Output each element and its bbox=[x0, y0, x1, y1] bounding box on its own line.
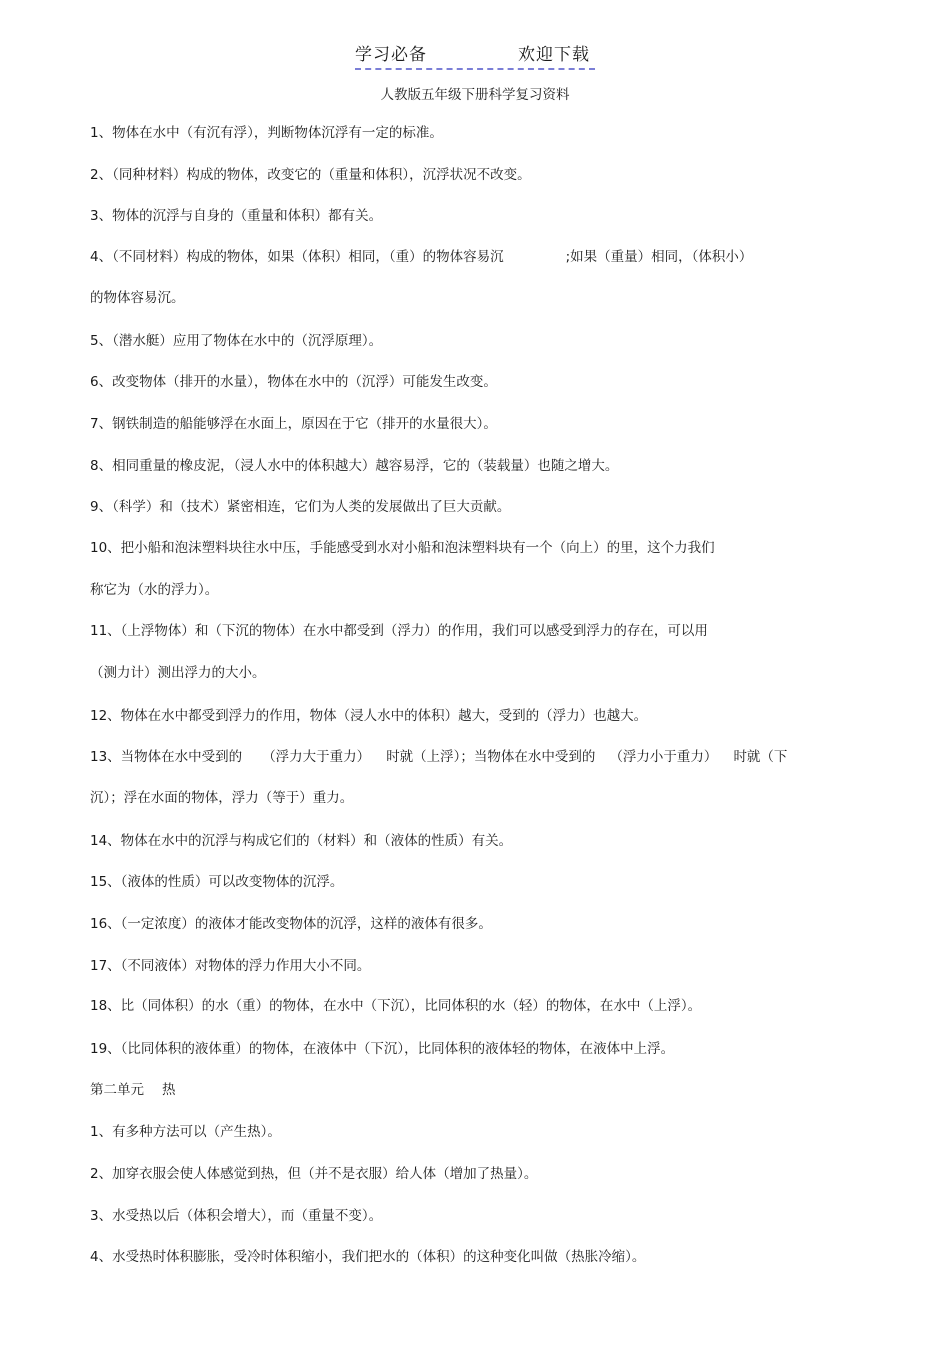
section-heading-unit: 第二单元 bbox=[90, 1082, 144, 1098]
paragraph-line: 5、（潜水艇）应用了物体在水中的（沉浮原理）。 bbox=[90, 333, 383, 349]
paragraph-line: 19、（比同体积的液体重）的物体，在液体中（下沉），比同体积的液体轻的物体，在液体中上浮。 bbox=[90, 1041, 675, 1057]
paragraph-segment: ;如果（重量）相同，（体积小） bbox=[565, 249, 753, 265]
paragraph-line: 16、（一定浓度）的液体才能改变物体的沉浮，这样的液体有很多。 bbox=[90, 916, 492, 932]
paragraph-line: 10、把小船和泡沫塑料块往水中压，手能感受到水对小船和泡沫塑料块有一个（向上）的里，这个力我们 bbox=[90, 540, 715, 556]
paragraph-line: 12、物体在水中都受到浮力的作用，物体（浸人水中的体积）越大，受到的（浮力）也越大。 bbox=[90, 708, 648, 724]
paragraph-line: 沉）；浮在水面的物体，浮力（等于）重力。 bbox=[90, 790, 354, 806]
paragraph-line: 18、比（同体积）的水（重）的物体，在水中（下沉），比同体积的水（轻）的物体，在水中（上浮）。 bbox=[90, 998, 702, 1014]
paragraph-line: 9、（科学）和（技术）紧密相连，它们为人类的发展做出了巨大贡献。 bbox=[90, 499, 511, 515]
header-left-text: 学习必备 bbox=[355, 45, 427, 65]
paragraph-segment: 时就（下 bbox=[733, 749, 788, 765]
paragraph-line: 8、相同重量的橡皮泥，（浸人水中的体积越大）越容易浮，它的（装载量）也随之增大。 bbox=[90, 458, 619, 474]
paragraph-line: 7、钢铁制造的船能够浮在水面上，原因在于它（排开的水量很大）。 bbox=[90, 416, 497, 432]
paragraph-line: 称它为（水的浮力）。 bbox=[90, 582, 219, 598]
paragraph-segment: 4、（不同材料）构成的物体，如果（体积）相同，（重）的物体容易沉 bbox=[90, 249, 504, 265]
section-heading-topic: 热 bbox=[162, 1082, 176, 1098]
paragraph-line: 17、（不同液体）对物体的浮力作用大小不同。 bbox=[90, 958, 371, 974]
header-right-text: 欢迎下载 bbox=[518, 45, 590, 65]
paragraph-line: 11、（上浮物体）和（下沉的物体）在水中都受到（浮力）的作用，我们可以感受到浮力的存在，可以用 bbox=[90, 623, 708, 639]
document-title: 人教版五年级下册科学复习资料 bbox=[380, 87, 570, 103]
paragraph-segment: 13、当物体在水中受到的 bbox=[90, 749, 243, 765]
paragraph-segment: 时就（上浮）；当物体在水中受到的 bbox=[386, 749, 596, 765]
paragraph-line: 14、物体在水中的沉浮与构成它们的（材料）和（液体的性质）有关。 bbox=[90, 833, 513, 849]
paragraph-line: 6、改变物体（排开的水量），物体在水中的（沉浮）可能发生改变。 bbox=[90, 374, 497, 390]
paragraph-line: 1、物体在水中（有沉有浮），判断物体沉浮有一定的标准。 bbox=[90, 125, 443, 141]
page-header bbox=[355, 40, 595, 70]
paragraph-line: 4、水受热时体积膨胀，受冷时体积缩小，我们把水的（体积）的这种变化叫做（热胀冷缩）。 bbox=[90, 1249, 646, 1265]
paragraph-line: 的物体容易沉。 bbox=[90, 290, 185, 306]
paragraph-line bbox=[90, 248, 752, 266]
paragraph-segment: （浮力大于重力） bbox=[262, 749, 371, 765]
paragraph-segment: （浮力小于重力） bbox=[609, 749, 718, 765]
paragraph-line: 3、水受热以后（体积会增大），而（重量不变）。 bbox=[90, 1208, 383, 1224]
paragraph-line: 15、（液体的性质）可以改变物体的沉浮。 bbox=[90, 874, 344, 890]
paragraph-line: （测力计）测出浮力的大小。 bbox=[90, 665, 266, 681]
section-heading bbox=[90, 1081, 176, 1099]
paragraph-line: 3、物体的沉浮与自身的（重量和体积）都有关。 bbox=[90, 208, 383, 224]
paragraph-line: 2、（同种材料）构成的物体，改变它的（重量和体积），沉浮状况不改变。 bbox=[90, 167, 531, 183]
paragraph-line: 2、加穿衣服会使人体感觉到热，但（并不是衣服）给人体（增加了热量）。 bbox=[90, 1166, 538, 1182]
paragraph-line bbox=[90, 748, 787, 766]
paragraph-line: 1、有多种方法可以（产生热）。 bbox=[90, 1124, 281, 1140]
